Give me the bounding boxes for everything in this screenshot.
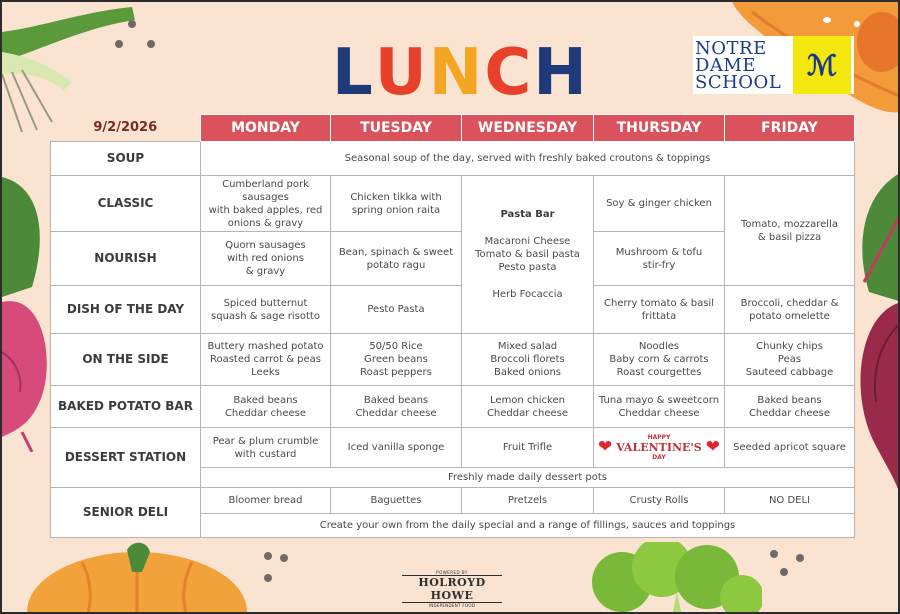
menu-line: Baked beans bbox=[233, 394, 298, 406]
menu-cell bbox=[331, 176, 462, 232]
menu-cell bbox=[462, 334, 594, 386]
menu-cell bbox=[331, 232, 462, 286]
valentines-big: VALENTINE'S bbox=[616, 440, 702, 454]
menu-line: 50/50 Rice bbox=[369, 341, 423, 352]
menu-cell bbox=[331, 428, 462, 468]
day-header: THURSDAY bbox=[594, 115, 725, 142]
menu-cell bbox=[725, 386, 855, 428]
menu-cell bbox=[201, 286, 331, 334]
broccoli-illustration bbox=[582, 542, 762, 614]
leaf-left-illustration bbox=[2, 167, 52, 297]
title-letter: U bbox=[374, 36, 429, 110]
menu-line: Chunky chips bbox=[756, 341, 823, 352]
menu-line: onions & gravy bbox=[227, 217, 304, 229]
decor-dot bbox=[796, 554, 804, 562]
menu-line: Baked beans bbox=[757, 394, 822, 406]
menu-line: Spiced butternut bbox=[223, 297, 308, 309]
menu-cell: Crusty Rolls bbox=[594, 488, 725, 514]
menu-line: Pear & plum crumble bbox=[212, 435, 319, 447]
day-header: MONDAY bbox=[201, 115, 331, 142]
menu-cell bbox=[331, 286, 462, 334]
menu-line: Baby corn & carrots bbox=[609, 354, 709, 365]
menu-cell bbox=[594, 286, 725, 334]
menu-line: Sauteed cabbage bbox=[745, 367, 834, 378]
menu-line: Roast courgettes bbox=[616, 367, 702, 378]
school-logo bbox=[693, 36, 854, 94]
decor-dot bbox=[264, 552, 272, 560]
menu-line: Lemon chicken bbox=[490, 394, 565, 406]
menu-line: Fruit Trifle bbox=[502, 442, 553, 453]
menu-line: Bean, spinach & sweet bbox=[338, 246, 454, 258]
table-row bbox=[51, 386, 855, 428]
menu-line: Green beans bbox=[364, 354, 428, 365]
valentines-badge bbox=[596, 433, 722, 463]
heart-icon: ❤ bbox=[598, 437, 613, 457]
menu-cell: Create your own from the daily special and a range of fillings, sauces and toppings bbox=[201, 514, 855, 538]
menu-line: Mixed salad bbox=[497, 341, 558, 352]
table-row bbox=[51, 334, 855, 386]
school-name-line: NOTRE bbox=[695, 37, 767, 59]
menu-line: stir-fry bbox=[642, 259, 676, 271]
pasta-bar-heading: Pasta Bar bbox=[500, 209, 555, 220]
school-name-line: DAME bbox=[695, 54, 757, 76]
menu-cell bbox=[331, 334, 462, 386]
decor-dot bbox=[147, 40, 155, 48]
menu-cell bbox=[725, 334, 855, 386]
menu-line: spring onion raita bbox=[351, 204, 441, 216]
menu-line: Baked onions bbox=[493, 367, 561, 378]
caterer-logo bbox=[402, 570, 502, 608]
menu-line: Cherry tomato & basil bbox=[604, 297, 714, 309]
table-row bbox=[51, 176, 855, 232]
row-label: ON THE SIDE bbox=[51, 334, 201, 386]
beetroot-left-illustration bbox=[2, 292, 52, 452]
menu-cell bbox=[594, 334, 725, 386]
table-row bbox=[51, 142, 855, 176]
day-header: TUESDAY bbox=[331, 115, 462, 142]
menu-cell bbox=[201, 428, 331, 468]
menu-line: Baked beans bbox=[363, 394, 429, 406]
menu-line: Cheddar cheese bbox=[748, 407, 831, 419]
menu-line: Pesto pasta bbox=[498, 262, 557, 273]
menu-line: Peas bbox=[777, 354, 802, 365]
menu-cell bbox=[201, 386, 331, 428]
menu-line: Roast peppers bbox=[360, 367, 432, 378]
valentines-day-cell bbox=[594, 428, 725, 468]
menu-line: frittata bbox=[641, 310, 677, 322]
school-name-line: SCHOOL bbox=[695, 71, 782, 93]
menu-cell: Baguettes bbox=[331, 488, 462, 514]
menu-line: Cheddar cheese bbox=[224, 407, 307, 419]
row-label: NOURISH bbox=[51, 232, 201, 286]
menu-cell bbox=[201, 232, 331, 286]
menu-line: Iced vanilla sponge bbox=[347, 442, 445, 453]
spring-onion-illustration bbox=[2, 2, 142, 132]
menu-cell bbox=[201, 334, 331, 386]
valentines-small: DAY bbox=[652, 453, 666, 461]
day-header: FRIDAY bbox=[725, 115, 855, 142]
menu-line: Cheddar cheese bbox=[618, 407, 700, 419]
caterer-logo-top: POWERED BY bbox=[436, 570, 468, 575]
decor-dot bbox=[770, 550, 778, 558]
table-row bbox=[51, 428, 855, 468]
page-title bbox=[332, 38, 592, 108]
menu-line: Soy & ginger chicken bbox=[606, 198, 712, 209]
menu-line: Tomato, mozzarella bbox=[740, 218, 838, 230]
menu-line: Quorn sausages bbox=[225, 240, 306, 251]
day-header-row bbox=[51, 115, 855, 142]
title-letter: L bbox=[332, 36, 375, 110]
title-letter: N bbox=[428, 36, 485, 110]
menu-cell bbox=[594, 176, 725, 232]
row-label: DESSERT STATION bbox=[51, 428, 201, 488]
menu-table bbox=[50, 114, 855, 538]
menu-cell bbox=[725, 286, 855, 334]
title-letter: C bbox=[484, 36, 534, 110]
menu-cell bbox=[462, 428, 594, 468]
menu-line: Broccoli florets bbox=[490, 354, 565, 365]
row-label: SOUP bbox=[51, 142, 201, 176]
heart-icon: ❤ bbox=[705, 437, 720, 457]
row-label: BAKED POTATO BAR bbox=[51, 386, 201, 428]
row-label: DISH OF THE DAY bbox=[51, 286, 201, 334]
wednesday-pasta-bar-cell bbox=[462, 176, 594, 334]
decor-dot bbox=[280, 554, 288, 562]
menu-line: potato omelette bbox=[749, 310, 830, 322]
menu-line: Leeks bbox=[251, 367, 280, 378]
menu-line: with baked apples, red bbox=[208, 204, 323, 216]
row-label: CLASSIC bbox=[51, 176, 201, 232]
row-label: SENIOR DELI bbox=[51, 488, 201, 538]
caterer-logo-name: HOLROYD HOWE bbox=[402, 575, 502, 603]
menu-cell bbox=[594, 232, 725, 286]
menu-cell: Freshly made daily dessert pots bbox=[201, 468, 855, 488]
menu-line: Cumberland pork sausages bbox=[222, 178, 309, 203]
menu-cell bbox=[462, 386, 594, 428]
decor-dot bbox=[115, 40, 123, 48]
menu-line: & basil pizza bbox=[757, 231, 822, 243]
table-row bbox=[51, 488, 855, 514]
valentines-text bbox=[616, 433, 701, 463]
school-crest-icon: ℳ bbox=[793, 36, 851, 94]
menu-cell: Pretzels bbox=[462, 488, 594, 514]
decor-dot bbox=[780, 568, 788, 576]
menu-line: Mushroom & tofu bbox=[615, 246, 703, 258]
day-header: WEDNESDAY bbox=[462, 115, 594, 142]
menu-cell bbox=[594, 386, 725, 428]
menu-line: potato ragu bbox=[366, 259, 426, 271]
pumpkin-bottom-illustration bbox=[22, 542, 252, 614]
menu-cell: NO DELI bbox=[725, 488, 855, 514]
menu-line: Roasted carrot & peas bbox=[209, 354, 322, 365]
menu-line: Seeded apricot square bbox=[733, 442, 846, 453]
menu-line: with custard bbox=[234, 448, 297, 460]
menu-cell bbox=[331, 386, 462, 428]
menu-line: with red onions bbox=[227, 253, 304, 264]
menu-line: Tuna mayo & sweetcorn bbox=[598, 394, 720, 406]
menu-line: Broccoli, cheddar & bbox=[740, 297, 839, 309]
menu-cell: Bloomer bread bbox=[201, 488, 331, 514]
decor-dot bbox=[128, 20, 136, 28]
title-letter: H bbox=[533, 36, 589, 110]
menu-line: Buttery mashed potato bbox=[207, 341, 324, 352]
chard-right-illustration bbox=[854, 172, 900, 302]
menu-line: Pesto Pasta bbox=[367, 304, 425, 315]
menu-line: Noodles bbox=[638, 341, 680, 352]
valentines-small: HAPPY bbox=[647, 433, 671, 441]
menu-line: Herb Focaccia bbox=[492, 289, 563, 300]
menu-cell bbox=[725, 176, 855, 286]
menu-line: Chicken tikka with bbox=[350, 191, 442, 203]
menu-line: Cheddar cheese bbox=[355, 407, 437, 419]
table-row bbox=[51, 286, 855, 334]
menu-line: Tomato & basil pasta bbox=[475, 249, 580, 260]
menu-cell: Seasonal soup of the day, served with freshly baked croutons & toppings bbox=[201, 142, 855, 176]
menu-line: & gravy bbox=[245, 266, 286, 277]
decor-dot bbox=[264, 574, 272, 582]
menu-line: squash & sage risotto bbox=[211, 310, 320, 322]
beetroot-right-illustration bbox=[854, 302, 900, 492]
menu-line: Cheddar cheese bbox=[486, 407, 569, 419]
menu-date: 9/2/2026 bbox=[93, 120, 158, 136]
school-name bbox=[693, 36, 793, 94]
caterer-logo-sub: INDEPENDENT FOOD bbox=[428, 603, 476, 608]
menu-cell bbox=[725, 428, 855, 468]
menu-line: Macaroni Cheese bbox=[484, 236, 571, 247]
menu-cell bbox=[201, 176, 331, 232]
